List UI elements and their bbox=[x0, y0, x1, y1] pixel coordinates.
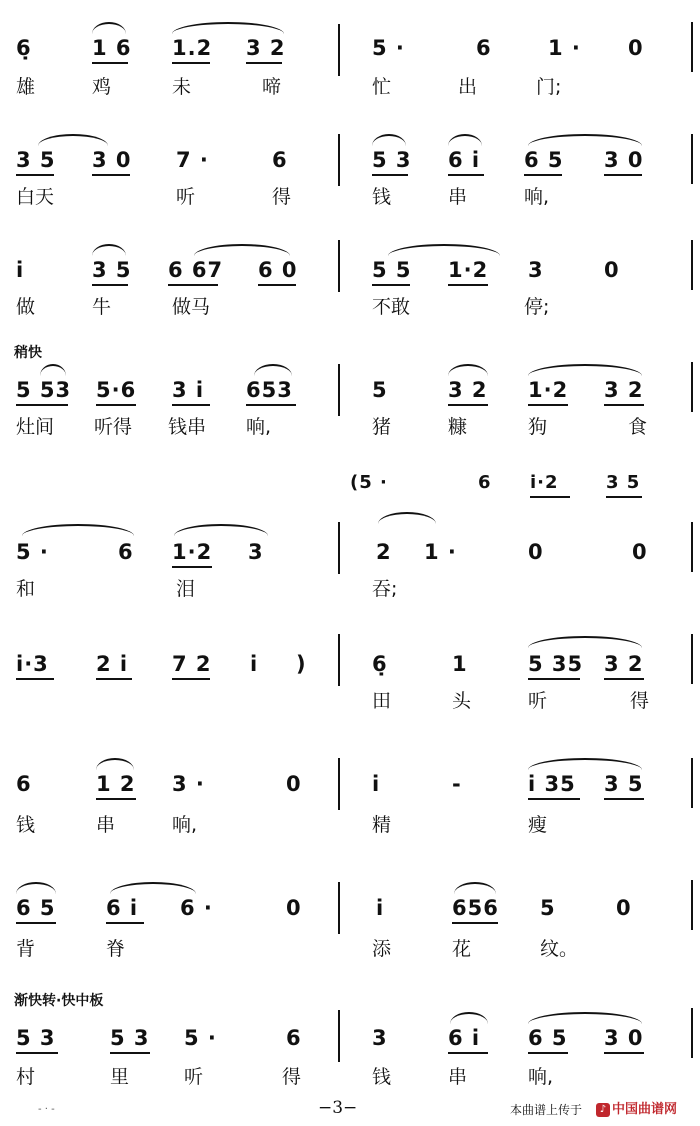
lyric: 得 bbox=[630, 690, 650, 712]
lyric: 猪 bbox=[372, 416, 392, 438]
underline bbox=[448, 1052, 488, 1054]
lyric: 响, bbox=[246, 416, 272, 438]
slur bbox=[388, 244, 500, 256]
lyric: 串 bbox=[448, 186, 468, 208]
footer-dash: - · - bbox=[38, 1104, 55, 1115]
lyric: 泪 bbox=[176, 578, 196, 600]
note: 7 2 bbox=[172, 652, 212, 676]
lyric: 听 bbox=[528, 690, 548, 712]
lyric: 纹。 bbox=[540, 938, 579, 960]
note: 6 bbox=[286, 1026, 302, 1050]
lyric: 花 bbox=[452, 938, 472, 960]
note: 0 bbox=[286, 772, 302, 796]
underline bbox=[372, 284, 410, 286]
barline bbox=[691, 134, 693, 184]
note: 3 2 bbox=[246, 36, 286, 60]
slur bbox=[528, 1012, 642, 1024]
slur bbox=[110, 882, 196, 894]
underline bbox=[604, 798, 644, 800]
lyric: 雄 bbox=[16, 76, 36, 98]
note: 5 · bbox=[16, 540, 49, 564]
lyric: 听 bbox=[176, 186, 196, 208]
lyric: 狗 bbox=[528, 416, 548, 438]
barline bbox=[338, 1010, 340, 1062]
lyric: 停; bbox=[524, 296, 550, 318]
note: 0 bbox=[604, 258, 620, 282]
note: 1 · bbox=[424, 540, 457, 564]
slur bbox=[448, 134, 482, 146]
slur bbox=[194, 244, 290, 256]
note: 0 bbox=[628, 36, 644, 60]
barline bbox=[691, 880, 693, 930]
note: 3 0 bbox=[604, 1026, 644, 1050]
note: 3 5 bbox=[16, 148, 56, 172]
slur bbox=[528, 364, 642, 376]
lyric: 不敢 bbox=[372, 296, 411, 318]
note: 3 bbox=[248, 540, 264, 564]
note: 3 2 bbox=[604, 652, 644, 676]
note: 5 · bbox=[372, 36, 405, 60]
lyric: 鸡 bbox=[92, 76, 112, 98]
source-text: 本曲谱上传于 bbox=[510, 1103, 583, 1117]
barline bbox=[338, 758, 340, 810]
underline bbox=[246, 404, 296, 406]
note: 5 3 bbox=[16, 1026, 56, 1050]
lyric: 做马 bbox=[172, 296, 211, 318]
note: i bbox=[372, 772, 381, 796]
note: 0 bbox=[632, 540, 648, 564]
note: 0 bbox=[528, 540, 544, 564]
note: 6 bbox=[272, 148, 288, 172]
note: 6̣ bbox=[16, 36, 32, 60]
note: 5 bbox=[540, 896, 556, 920]
note: 6 i bbox=[448, 148, 481, 172]
note: 3 · bbox=[172, 772, 205, 796]
underline bbox=[258, 284, 296, 286]
underline bbox=[16, 404, 68, 406]
note: 5 35 bbox=[528, 652, 584, 676]
lyric: 钱 bbox=[372, 186, 392, 208]
slur bbox=[378, 512, 436, 524]
underline bbox=[168, 284, 218, 286]
note: 1·2 bbox=[172, 540, 213, 564]
barline bbox=[338, 634, 340, 686]
barline bbox=[691, 758, 693, 808]
note: 1 · bbox=[548, 36, 581, 60]
barline bbox=[691, 22, 693, 72]
note: 1·2 bbox=[448, 258, 489, 282]
underline bbox=[452, 922, 498, 924]
slur bbox=[528, 758, 642, 770]
underline bbox=[604, 678, 644, 680]
lyric: 灶间 bbox=[16, 416, 55, 438]
slur bbox=[454, 882, 496, 894]
note: ) bbox=[296, 652, 307, 676]
lyric: 钱 bbox=[16, 814, 36, 836]
note: 6 · bbox=[180, 896, 213, 920]
note: 3 bbox=[372, 1026, 388, 1050]
note: 6 bbox=[118, 540, 134, 564]
underline bbox=[604, 404, 644, 406]
lyric: 瘦 bbox=[528, 814, 548, 836]
logo-icon: ♪ bbox=[596, 1103, 610, 1117]
site-logo[interactable] bbox=[596, 1098, 677, 1117]
lyric: 串 bbox=[448, 1066, 468, 1088]
slur bbox=[372, 134, 406, 146]
lyric: 串 bbox=[96, 814, 116, 836]
note: 3 0 bbox=[604, 148, 644, 172]
slur bbox=[16, 882, 56, 894]
lyric: 糠 bbox=[448, 416, 468, 438]
lyric: 做 bbox=[16, 296, 36, 318]
barline bbox=[691, 1008, 693, 1058]
lyric: 头 bbox=[452, 690, 472, 712]
lyric: 吞; bbox=[372, 578, 398, 600]
barline bbox=[338, 24, 340, 76]
note: 3 2 bbox=[604, 378, 644, 402]
note: 0 bbox=[286, 896, 302, 920]
lyric: 白天 bbox=[16, 186, 55, 208]
intro-note: 3 5 bbox=[606, 472, 641, 493]
lyric: 钱串 bbox=[168, 416, 207, 438]
slur bbox=[22, 524, 134, 536]
barline bbox=[338, 882, 340, 934]
underline bbox=[96, 798, 136, 800]
underline bbox=[246, 62, 282, 64]
note: 6 i bbox=[448, 1026, 481, 1050]
note: 6 67 bbox=[168, 258, 224, 282]
lyric: 脊 bbox=[106, 938, 126, 960]
slur bbox=[38, 134, 108, 146]
lyric: 响, bbox=[524, 186, 550, 208]
lyric: 田 bbox=[372, 690, 392, 712]
underline bbox=[528, 404, 568, 406]
page-number: −3− bbox=[318, 1098, 358, 1118]
note: 5·6 bbox=[96, 378, 137, 402]
note: 5 3 bbox=[110, 1026, 150, 1050]
note: 1·2 bbox=[528, 378, 569, 402]
note: 1.2 bbox=[172, 36, 213, 60]
lyric: 响, bbox=[528, 1066, 554, 1088]
note: - bbox=[452, 772, 462, 796]
underline bbox=[524, 174, 562, 176]
lyric: 添 bbox=[372, 938, 392, 960]
underline bbox=[528, 1052, 568, 1054]
lyric: 忙 bbox=[372, 76, 392, 98]
underline bbox=[604, 174, 642, 176]
barline bbox=[338, 240, 340, 292]
slur bbox=[92, 22, 126, 34]
underline bbox=[172, 62, 210, 64]
underline bbox=[92, 284, 128, 286]
underline bbox=[110, 1052, 150, 1054]
lyric: 得 bbox=[282, 1066, 302, 1088]
lyric: 未 bbox=[172, 76, 192, 98]
underline bbox=[16, 678, 54, 680]
intro-note: (5 · bbox=[350, 472, 388, 493]
barline bbox=[691, 522, 693, 572]
note: 3 bbox=[528, 258, 544, 282]
note: 653 bbox=[246, 378, 293, 402]
underline bbox=[448, 284, 488, 286]
note: i·3 bbox=[16, 652, 49, 676]
lyric: 得 bbox=[272, 186, 292, 208]
note: 6 i bbox=[106, 896, 139, 920]
underline bbox=[16, 174, 54, 176]
underline bbox=[604, 1052, 644, 1054]
note: 6 bbox=[476, 36, 492, 60]
underline bbox=[448, 174, 484, 176]
barline bbox=[338, 364, 340, 416]
underline bbox=[372, 174, 408, 176]
note: 6 bbox=[16, 772, 32, 796]
underline bbox=[172, 404, 210, 406]
underline bbox=[528, 678, 580, 680]
slur bbox=[174, 524, 268, 536]
intro-note: 6 bbox=[478, 472, 492, 493]
underline bbox=[448, 404, 488, 406]
underline bbox=[172, 566, 212, 568]
note: i bbox=[250, 652, 259, 676]
slur bbox=[92, 244, 126, 256]
intro-note: i·2 bbox=[530, 472, 559, 493]
slur bbox=[448, 364, 488, 376]
underline bbox=[528, 798, 580, 800]
note: 7 · bbox=[176, 148, 209, 172]
note: 3 5 bbox=[92, 258, 132, 282]
note: 6 5 bbox=[524, 148, 564, 172]
note: 3 5 bbox=[604, 772, 644, 796]
note: 1 2 bbox=[96, 772, 136, 796]
underline bbox=[96, 678, 132, 680]
underline bbox=[16, 1052, 58, 1054]
note: 6 5 bbox=[528, 1026, 568, 1050]
lyric: 牛 bbox=[92, 296, 112, 318]
slur bbox=[254, 364, 292, 376]
note: 2 bbox=[376, 540, 392, 564]
lyric: 门; bbox=[536, 76, 562, 98]
note: 3 0 bbox=[92, 148, 132, 172]
note: 6 5 bbox=[16, 896, 56, 920]
lyric: 食 bbox=[628, 416, 648, 438]
barline bbox=[691, 362, 693, 412]
note: 3 i bbox=[172, 378, 205, 402]
lyric: 听 bbox=[184, 1066, 204, 1088]
barline bbox=[338, 134, 340, 186]
underline bbox=[92, 174, 130, 176]
note: 1 bbox=[452, 652, 468, 676]
note: 5 5 bbox=[372, 258, 412, 282]
lyric: 背 bbox=[16, 938, 36, 960]
barline bbox=[691, 634, 693, 684]
underline bbox=[530, 496, 570, 498]
note: i 35 bbox=[528, 772, 576, 796]
note: 1 6 bbox=[92, 36, 132, 60]
underline bbox=[92, 62, 128, 64]
slur bbox=[40, 364, 66, 376]
note: 5 53 bbox=[16, 378, 72, 402]
underline bbox=[16, 922, 56, 924]
lyric: 和 bbox=[16, 578, 36, 600]
slur bbox=[172, 22, 284, 34]
note: 5 bbox=[372, 378, 388, 402]
lyric: 村 bbox=[16, 1066, 36, 1088]
lyric: 响, bbox=[172, 814, 198, 836]
note: 3 2 bbox=[448, 378, 488, 402]
lyric: 出 bbox=[458, 76, 478, 98]
barline bbox=[691, 240, 693, 290]
lyric: 听得 bbox=[94, 416, 133, 438]
note: 2 i bbox=[96, 652, 129, 676]
slur bbox=[528, 134, 642, 146]
note: 5 3 bbox=[372, 148, 412, 172]
lyric: 精 bbox=[372, 814, 392, 836]
underline bbox=[96, 404, 136, 406]
site-logo-text: 中国曲谱网 bbox=[612, 1102, 678, 1117]
barline bbox=[338, 522, 340, 574]
underline bbox=[606, 496, 642, 498]
slur bbox=[450, 1012, 488, 1024]
note: 6 0 bbox=[258, 258, 298, 282]
lyric: 钱 bbox=[372, 1066, 392, 1088]
note: 6̣ bbox=[372, 652, 388, 676]
underline bbox=[172, 678, 210, 680]
note: 5 · bbox=[184, 1026, 217, 1050]
tempo-marking: 稍快 bbox=[14, 345, 42, 361]
slur bbox=[528, 636, 642, 648]
lyric: 啼 bbox=[262, 76, 282, 98]
note: 656 bbox=[452, 896, 499, 920]
note: 0 bbox=[616, 896, 632, 920]
underline bbox=[106, 922, 144, 924]
lyric: 里 bbox=[110, 1066, 130, 1088]
tempo-marking: 渐快转·快中板 bbox=[14, 993, 104, 1009]
note: i bbox=[16, 258, 25, 282]
note: i bbox=[376, 896, 385, 920]
slur bbox=[96, 758, 134, 770]
